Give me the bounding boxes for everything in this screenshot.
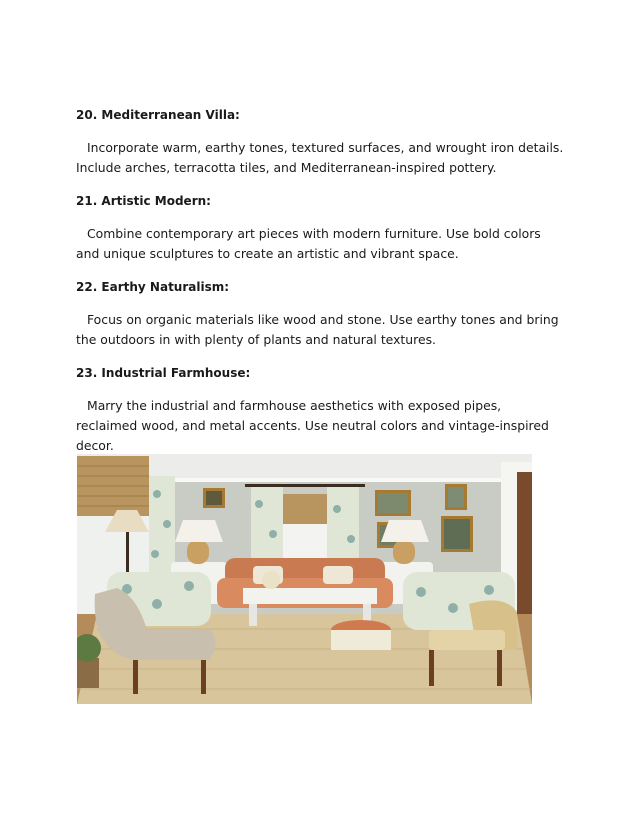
photo-coffee-table-top — [243, 588, 377, 604]
section-21-body: Combine contemporary art pieces with modern furniture. Use bold colors and unique sculptures to create an artistic and vibrant space. — [76, 226, 541, 261]
section-22-heading: 22. Earthy Naturalism: — [76, 280, 230, 294]
photo-bamboo-shade-center — [283, 494, 327, 524]
section-20-body: Incorporate warm, earthy tones, textured surfaces, and wrought iron details. Include arches, terracotta tiles, and Mediterranean-inspired pottery. — [76, 140, 564, 175]
photo-ottoman-fringe — [331, 630, 391, 650]
section-23-heading: 23. Industrial Farmhouse: — [76, 366, 251, 380]
photo-lamp-base-left — [187, 540, 209, 564]
photo-striped-chair-seat — [429, 630, 505, 650]
photo-curtain-rod — [245, 484, 365, 487]
photo-flowers — [262, 571, 280, 589]
living-room-photo — [77, 454, 532, 704]
photo-sofa-pillow-2 — [323, 566, 353, 584]
photo-plant-basket — [77, 658, 99, 688]
section-22-body: Focus on organic materials like wood and stone. Use earthy tones and bring the outdoors in with plenty of plants and natural textures. — [76, 312, 559, 347]
photo-lamp-base-right — [393, 540, 415, 564]
photo-lamp-shade-left — [175, 520, 223, 542]
section-20-heading: 20. Mediterranean Villa: — [76, 108, 240, 122]
section-23-body: Marry the industrial and farmhouse aesthetics with exposed pipes, reclaimed wood, and metal accents. Use neutral colors and vintage-inspired decor. — [76, 398, 549, 453]
photo-lamp-shade-right — [381, 520, 429, 542]
section-21-heading: 21. Artistic Modern: — [76, 194, 211, 208]
